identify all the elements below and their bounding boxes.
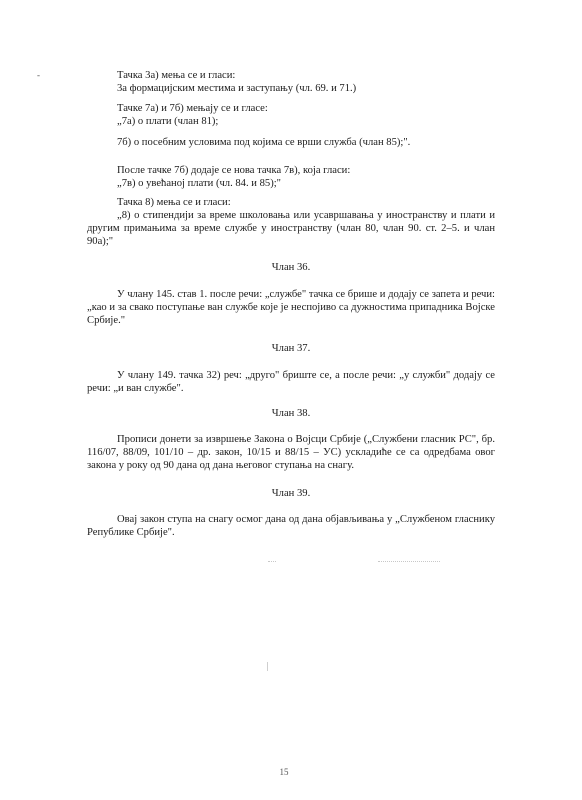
point-8-text: „8) о стипендији за време школовања или усавршавања у иностранству и плати и другим примањима за време службе у иностранству (члан 80, члан 90. ст. 2–5. и члан 90а);" bbox=[87, 210, 495, 247]
point-7a-text: „7а) о плати (члан 81); bbox=[117, 116, 219, 127]
point-7b-section bbox=[87, 136, 495, 149]
point-7v-section bbox=[87, 164, 495, 190]
article-39-text: Овај закон ступа на снагу осмог дана од дана објављивања у „Службеном гласнику Републике Србије". bbox=[87, 514, 495, 538]
point-3a-text: 3а формацијским местима и заступању (чл. 69. и 71.) bbox=[117, 83, 357, 94]
article-38-heading: Члан 38. bbox=[271, 408, 311, 419]
amendments-section bbox=[87, 69, 495, 95]
point-7b-text: 7б) о посебним условима под којима се врши служба (члан 85);". bbox=[117, 137, 411, 148]
points-7-section bbox=[87, 102, 495, 128]
point-3a-intro: Тачка 3а) мења се и гласи: bbox=[117, 70, 236, 81]
scan-artifact-right bbox=[378, 561, 440, 568]
point-7v-intro: После тачке 7б) додаје се нова тачка 7в), која гласи: bbox=[117, 165, 351, 176]
article-37-text: У члану 149. тачка 32) реч: „друго" бриште се, а после речи: „у служби" додају се речи: „и ван службе". bbox=[87, 370, 495, 394]
article-39-heading: Члан 39. bbox=[271, 488, 311, 499]
article-36-heading: Члан 36. bbox=[271, 262, 311, 273]
point-7-intro: Тачке 7а) и 7б) мењају се и гласе: bbox=[117, 103, 268, 114]
point-8-section bbox=[87, 196, 495, 248]
margin-mark: - bbox=[37, 70, 40, 80]
point-8-intro: Тачка 8) мења се и гласи: bbox=[117, 197, 231, 208]
scan-artifact-mark bbox=[267, 662, 268, 671]
article-37-heading: Члан 37. bbox=[271, 343, 311, 354]
point-7v-text: „7в) о увећаној плати (чл. 84. и 85);" bbox=[117, 178, 281, 189]
page-number: 15 bbox=[279, 767, 289, 777]
scan-artifact-left bbox=[268, 561, 276, 568]
article-36-text: У члану 145. став 1. после речи: „службе" тачка се брише и додају се запета и речи: „као и за свако поступање ван службе које је неспојиво са дужностима припадника Војске Србије." bbox=[87, 289, 495, 326]
article-38-text: Прописи донети за извршење Закона о Војсци Србије („Службени гласник РС", бр. 116/07, 88/09, 101/10 – др. закон, 10/15 и 88/15 – УС) ускладиће се са одредбама овог закона у року од 90 дана од дана његовог ступања на снагу. bbox=[87, 434, 495, 471]
